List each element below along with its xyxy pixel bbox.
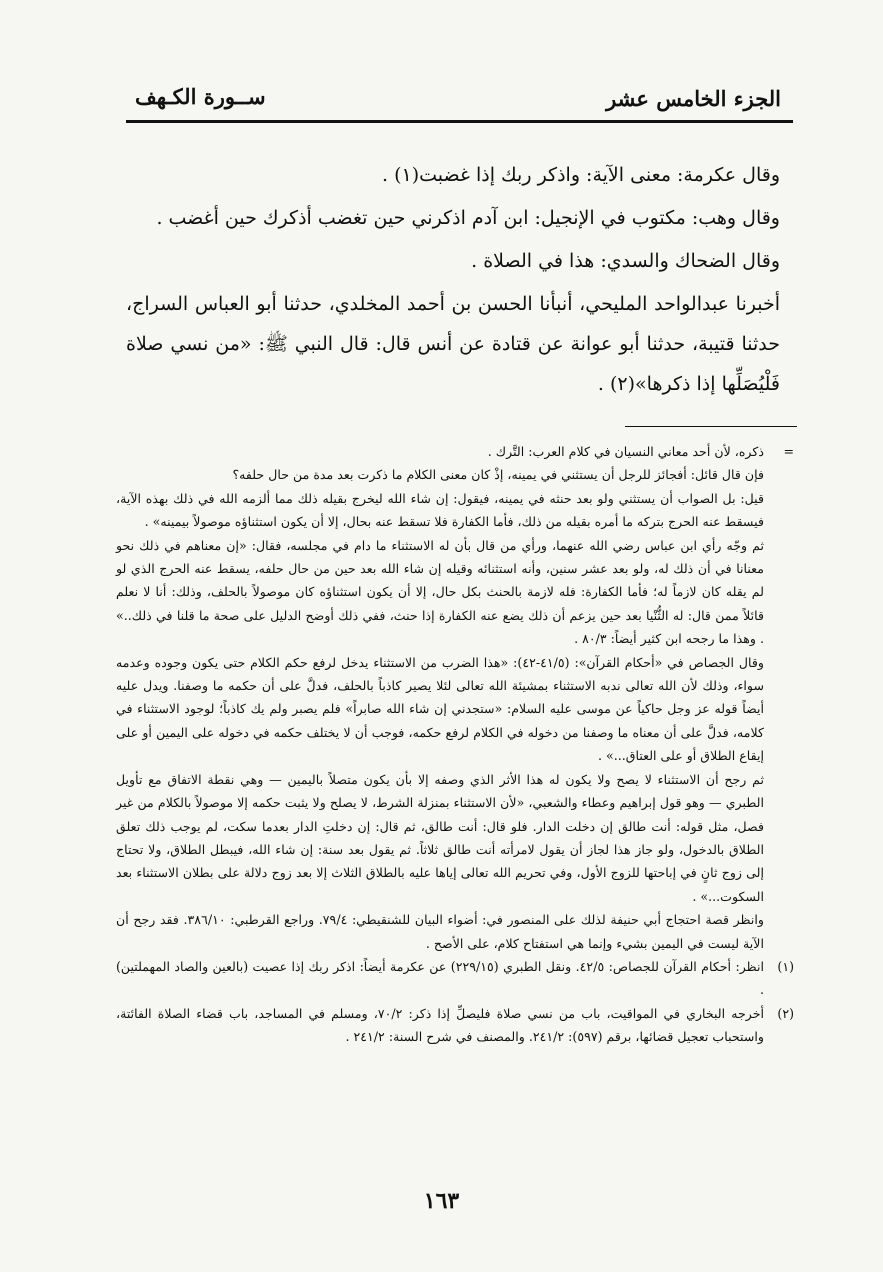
footnote-text: ذكره، لأن أحد معاني النسيان في كلام العرب: التَّرك . xyxy=(487,444,764,459)
footnote-paragraph: ثم رجح أن الاستثناء لا يصح ولا يكون له هذا الأثر الذي وصفه إلا بأن يكون متصلاً باليمين — وهي نقطة الاتفاق مع تأويل الطبري — وهو قول إبراهيم وعطاء والشعبي، «لأن الاستثناء بمنزلة الشرط، لا يصلح ولا يثبت حكمه إلا موصولاً بالكلام من غير فصل، مثل قوله: أنت طالق إن دخلت الدار. فلو قال: أنت طالق، ثم قال: إن دخلتِ الدار بعدما سكت، لم يوجب ذلك تعلق الطلاق بالدخول، ولو جاز هذا لجاز أن يقول لامرأته أنت طالق ثلاثاً. ثم يقول بعد سنة: إن شاء الله، فيبطل الطلاق، ولا تحتاج إلى زوج ثانٍ في إباحتها للزوج الأول، وفي تحريم الله تعالى إياها عليه بالطلاق الثلاث إلا بعد زوج دلالة على بطلان الاستثناء بعد السكوت...» . xyxy=(116,771,764,904)
footnote-text: انظر: أحكام القرآن للجصاص: ٤٢/٥. ونقل الطبري (٢٢٩/١٥) عن عكرمة أيضاً: اذكر ربك إذا عصيت (بالعين والصاد المهملتين) . xyxy=(116,958,764,998)
footnote-marker: (٢) xyxy=(777,1005,794,1021)
footnote-paragraph: وقال الجصاص في «أحكام القرآن»: (٤١/٥-٤٢): «هذا الضرب من الاستثناء يدخل لرفع حكم الكلام حتى يكون وجوده وعدمه سواء، وذلك لأن الله تعالى ندبه الاستثناء بمشيئة الله تعالى لئلا يصير كاذباً بالحلف، فدلَّ على أن حكمه ما وصفنا. ويدل عليه أيضاً قوله عز وجل حاكياً عن موسى عليه السلام: «ستجدني إن شاء الله صابراً» فلم يصبر ولم يك كاذباً؛ لوجود الاستثناء في كلامه، فدلَّ على أن معناه ما وصفنا من دخوله في الكلام لرفع حكمه، فوجب أن لا يختلف حكمه في دخوله على اليمين أو على إيقاع الطلاق أو على العتاق...» . xyxy=(116,654,764,764)
main-paragraph: أخبرنا عبدالواحد المليحي، أنبأنا الحسن بن أحمد المخلدي، حدثنا أبو العباس السراج، حدثنا قتيبة، حدثنا أبو عوانة عن قتادة عن أنس قال: قال النبي ﷺ: «من نسي صلاة فَلْيُصَلِّها إذا ذكرها»(٢) . xyxy=(126,293,780,395)
footnote-2 xyxy=(116,1002,794,1049)
footnote-paragraph: قيل: بل الصواب أن يستثني ولو بعد حنثه في يمينه، فيقول: إن شاء الله ليخرج بقيله ذلك مما ألزمه الله في ذلك بهذه الآية، فيسقط عنه الحرج بتركه ما أمره بقيله من ذلك، فأما الكفارة فلا تسقط عنه بحال، إلا أن يكون استثناؤه موصولاً بيمينه» . xyxy=(116,490,764,530)
footnote-marker: (١) xyxy=(777,958,794,974)
page-number: ١٦٣ xyxy=(423,1188,460,1214)
footnote-separator xyxy=(625,426,797,427)
main-paragraph: وقال عكرمة: معنى الآية: واذكر ربك إذا غضبت(١) . xyxy=(382,164,780,186)
main-paragraph: وقال الضحاك والسدي: هذا في الصلاة . xyxy=(471,250,780,272)
main-text xyxy=(126,155,780,407)
footnote-paragraph: وانظر قصة احتجاج أبي حنيفة لذلك على المنصور في: أضواء البيان للشنقيطي: ٧٩/٤. وراجع القرطبي: ٣٨٦/١٠. فقد رجح أن الآية ليست في اليمين بشيء وإنما هي استفتاح كلام، على الأصح . xyxy=(116,912,764,951)
footnote-1 xyxy=(116,955,794,1002)
footnote-text: أخرجه البخاري في المواقيت، باب من نسي صلاة فليصلِّ إذا ذكر: ٧٠/٢، ومسلم في المساجد، باب قضاء الصلاة الفائتة، واستحباب تعجيل قضائها، برقم (٥٩٧): ٢٤١/٢. والمصنف في شرح السنة: ٢٤١/٢ . xyxy=(116,1005,764,1045)
continuation-marker: = xyxy=(783,444,794,459)
footnote-continuation xyxy=(116,440,794,463)
footnote-paragraph: فإن قال قائل: أفجائز للرجل أن يستثني في يمينه، إذْ كان معنى الكلام ما ذكرت بعد مدة من حال حلفه؟ xyxy=(232,467,764,483)
header-rule xyxy=(126,120,793,123)
footnotes xyxy=(116,440,794,1049)
main-paragraph: وقال وهب: مكتوب في الإنجيل: ابن آدم اذكرني حين تغضب أذكرك حين أغضب . xyxy=(156,207,780,229)
running-header-surah: ســورة الكـهف xyxy=(135,84,266,109)
running-header-part: الجزء الخامس عشر xyxy=(606,86,781,111)
footnote-paragraph: ثم وجّه رأي ابن عباس رضي الله عنهما، ورأي من قال بأن له الاستثناء ما دام في مجلسه، فقال: «إن معناهم في ذلك نحو معنانا في أن ذلك له، ولو بعد عشر سنين، وأنه استثنائه وقيله إن شاء الله بعد حين من حال حلفه، يسقط عنه الحرج الذي لو لم يقله كان لازماً له؛ فأما الكفارة: فله لازمة بالحنث بكل حال، إلا أن يكون استثناؤه كان موصولاً بالحلف، وذلك: أنا لا نعلم قائلاً ممن قال: له الثُّنْيا بعد حين يزعم أن ذلك يضع عنه الكفارة إذا حنث، ففي ذلك أوضح الدليل على صحة ما قلنا في ذلك..» . وهذا ما رجحه ابن كثير أيضاً: ٨٠/٣ . xyxy=(116,537,764,647)
